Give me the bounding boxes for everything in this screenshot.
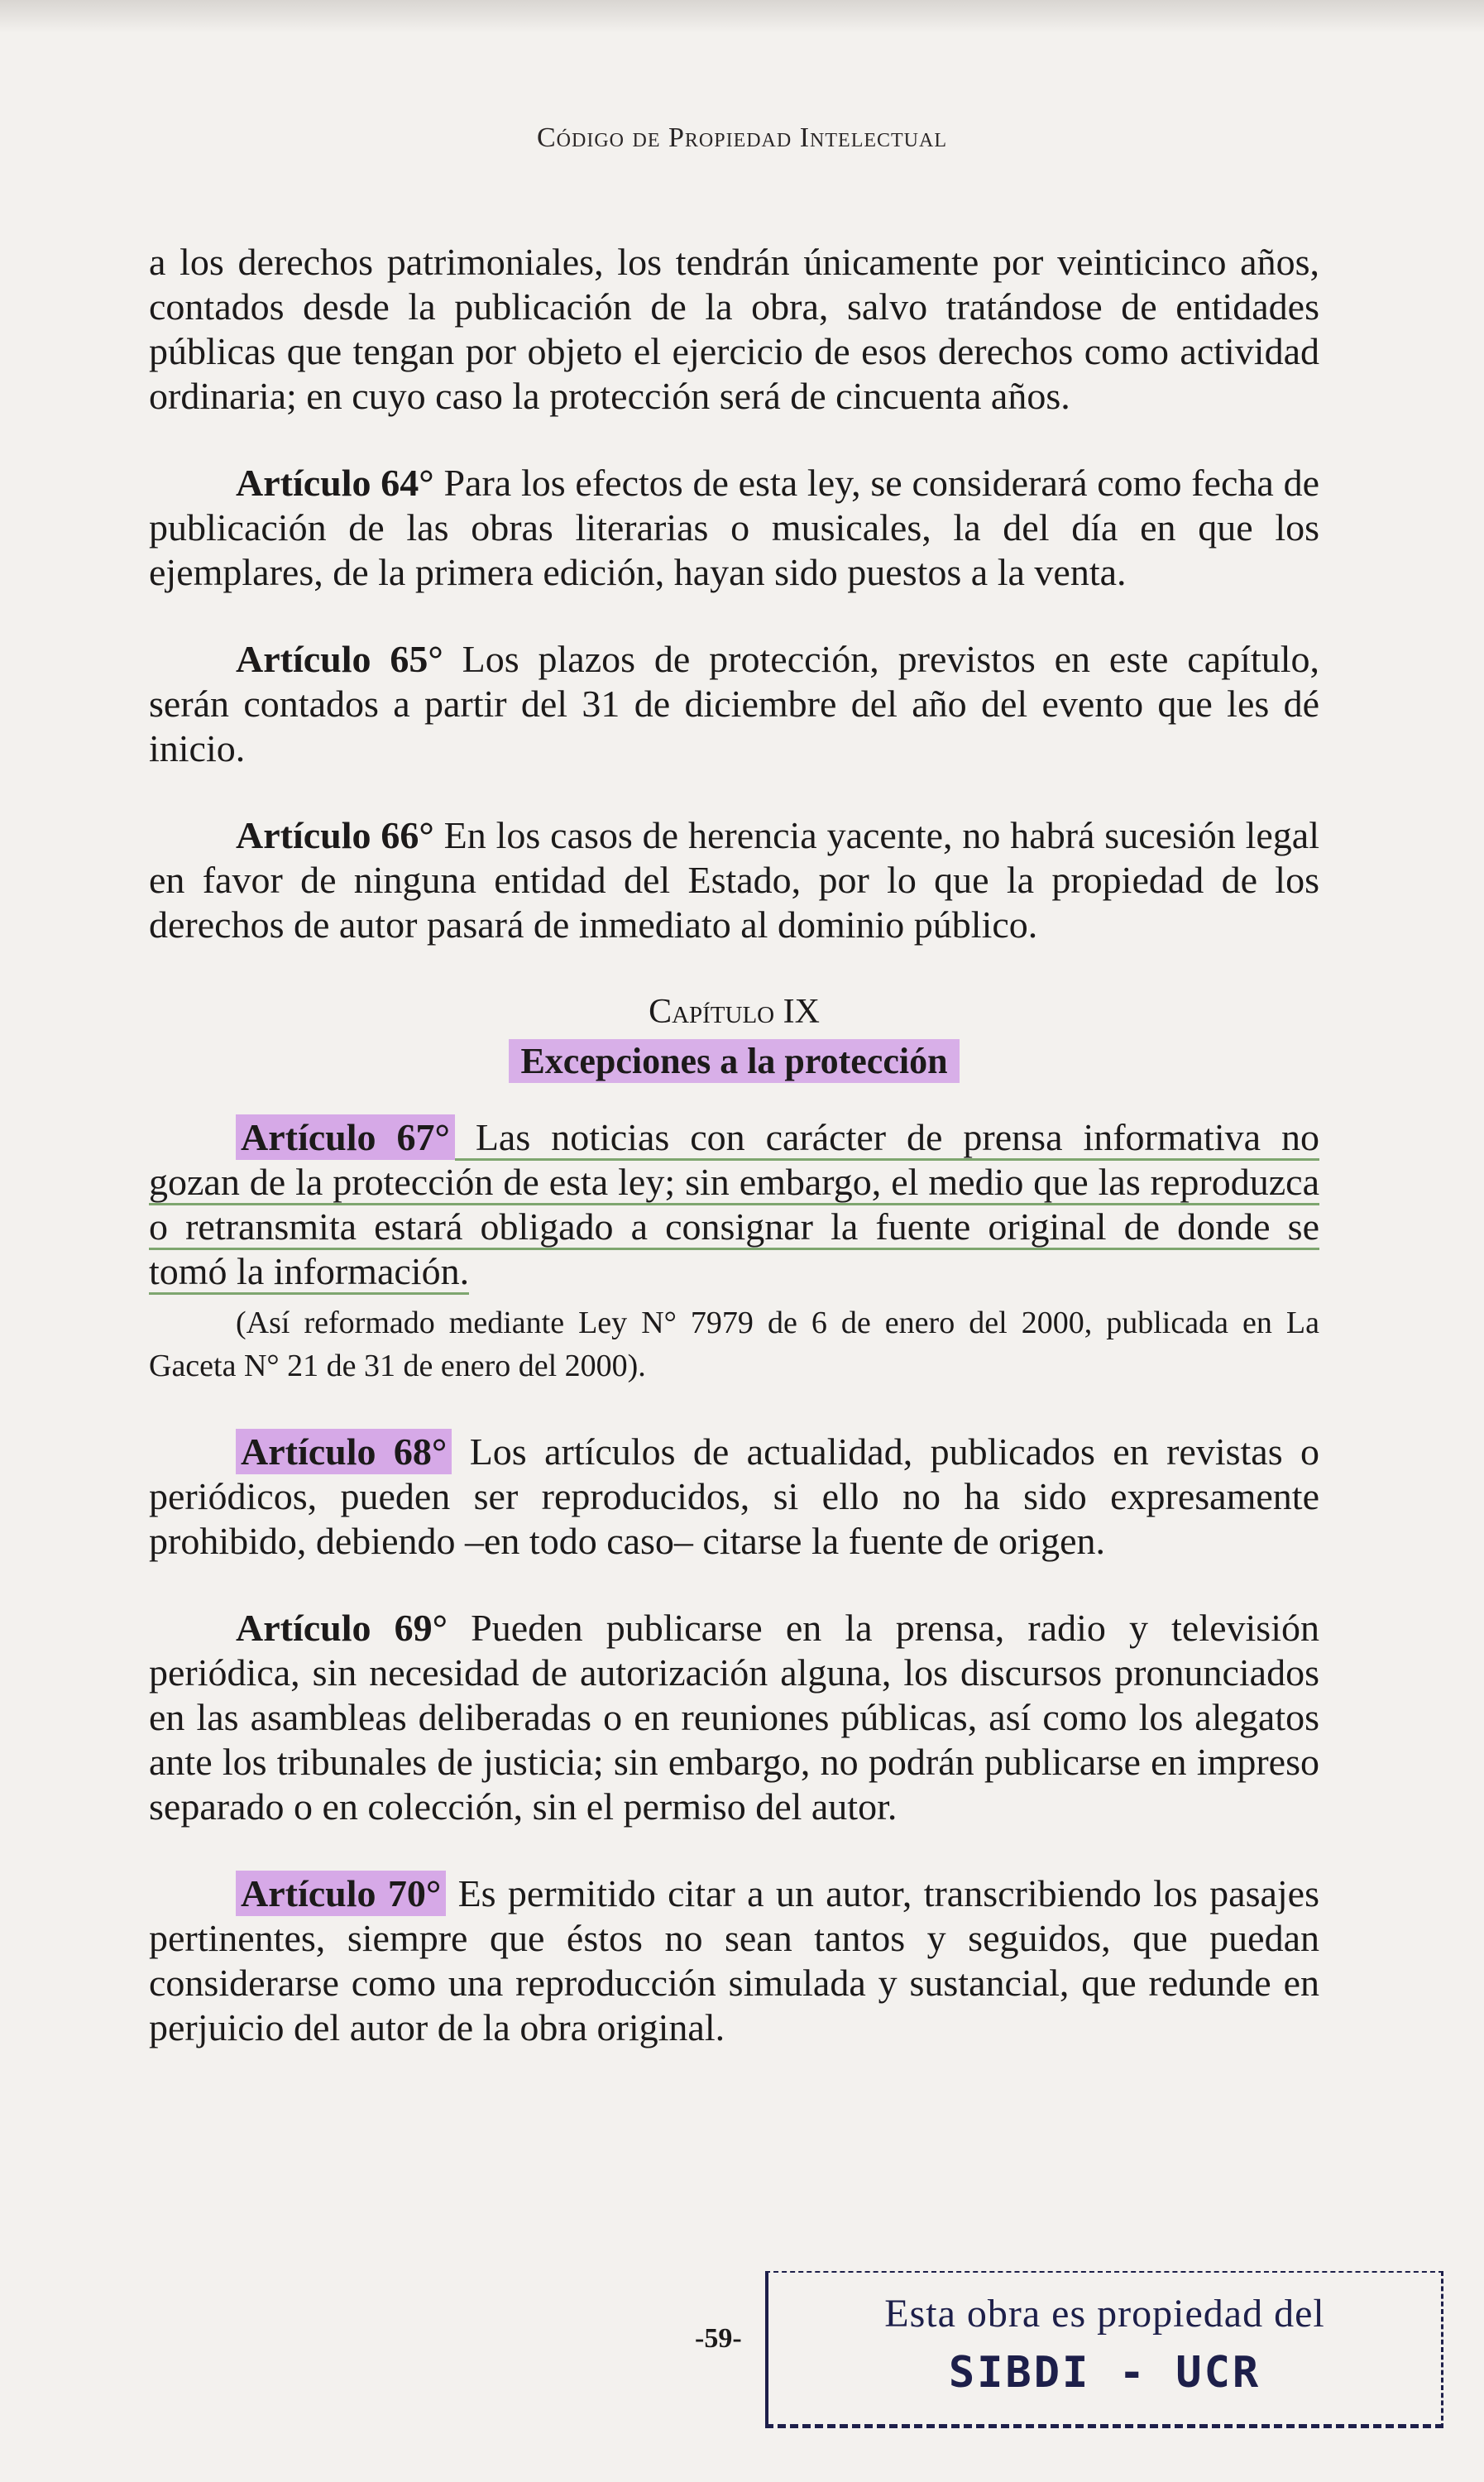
article-label-highlighted: Artículo 67° xyxy=(236,1114,455,1160)
article-label-highlighted: Artículo 70° xyxy=(236,1871,446,1916)
article-69 xyxy=(149,1606,1319,1829)
chapter-number: Capítulo IX xyxy=(649,993,820,1031)
article-text: Pueden publicarse en la prensa, radio y televisión periódica, sin necesidad de autorización alguna, los discursos pronunciados en las asambleas deliberadas o en reuniones públicas, así como los alegatos ante los tribunales de justicia; sin embargo, no podrán publicarse en impreso separado o en colección, sin el permiso del autor. xyxy=(149,1607,1319,1828)
running-header: Código de Propiedad Intelectual xyxy=(536,122,948,153)
page-number: -59- xyxy=(695,2323,742,2354)
article-64 xyxy=(149,461,1319,595)
stamp-text-line1: Esta obra es propiedad del xyxy=(884,2292,1325,2336)
article-67 xyxy=(149,1115,1319,1294)
paragraph-continuation xyxy=(149,240,1319,419)
stamp-text-line2: SIBDI - UCR xyxy=(948,2348,1261,2398)
article-label-highlighted: Artículo 68° xyxy=(236,1429,452,1474)
article-text: En los casos de herencia yacente, no habrá sucesión legal en favor de ninguna entidad del Estado, por lo que la propiedad de los derechos de autor pasará de inmediato al dominio público. xyxy=(149,814,1319,946)
article-label: Artículo 65° xyxy=(236,638,443,680)
article-text: Los plazos de protección, previstos en este capítulo, serán contados a partir del 31 de diciembre del año del evento que les dé inicio. xyxy=(149,638,1319,769)
article-label: Artículo 64° xyxy=(236,462,434,504)
chapter-title-text: Excepciones a la protección xyxy=(509,1039,959,1083)
article-label: Artículo 69° xyxy=(236,1607,448,1649)
article-text: Los artículos de actualidad, publicados en revistas o periódicos, pueden ser reproducidos, si ello no ha sido expresamente prohibido, debiendo –en todo caso– citarse la fuente de origen. xyxy=(149,1430,1319,1562)
article-66 xyxy=(149,813,1319,947)
article-70 xyxy=(149,1871,1319,2050)
chapter-title xyxy=(149,1039,1319,1084)
reform-note: (Así reformado mediante Ley N° 7979 de 6 de enero del 2000, publicada en La Gaceta N° 21 de 31 de enero del 2000). xyxy=(149,1306,1319,1383)
page-top-edge xyxy=(0,0,1484,33)
article-text: Es permitido citar a un autor, transcribiendo los pasajes pertinentes, siempre que éstos no sean tantos y seguidos, que puedan considerarse como una reproducción simulada y sustancial, que redunde en perjuicio del autor de la obra original. xyxy=(149,1872,1319,2048)
article-text: Para los efectos de esta ley, se considerará como fecha de publicación de las obras literarias o musicales, la del día en que los ejemplares, de la primera edición, hayan sido puestos a la venta. xyxy=(149,462,1319,593)
article-68 xyxy=(149,1430,1319,1564)
paragraph-text: a los derechos patrimoniales, los tendrán únicamente por veinticinco años, contados desde la publicación de la obra, salvo tratándose de entidades públicas que tengan por objeto el ejercicio de esos derechos como actividad ordinaria; en cuyo caso la protección será de cincuenta años. xyxy=(149,241,1319,417)
article-label: Artículo 66° xyxy=(236,814,434,856)
library-stamp xyxy=(765,2271,1443,2428)
article-65 xyxy=(149,637,1319,771)
article-text-underlined: Las noticias con carácter de prensa informativa no gozan de la protección de esta ley; sin embargo, el medio que las reproduzca o retransmita estará obligado a consignar la fuente original de donde se tomó la información. xyxy=(149,1116,1319,1295)
page-body xyxy=(149,240,1319,2092)
